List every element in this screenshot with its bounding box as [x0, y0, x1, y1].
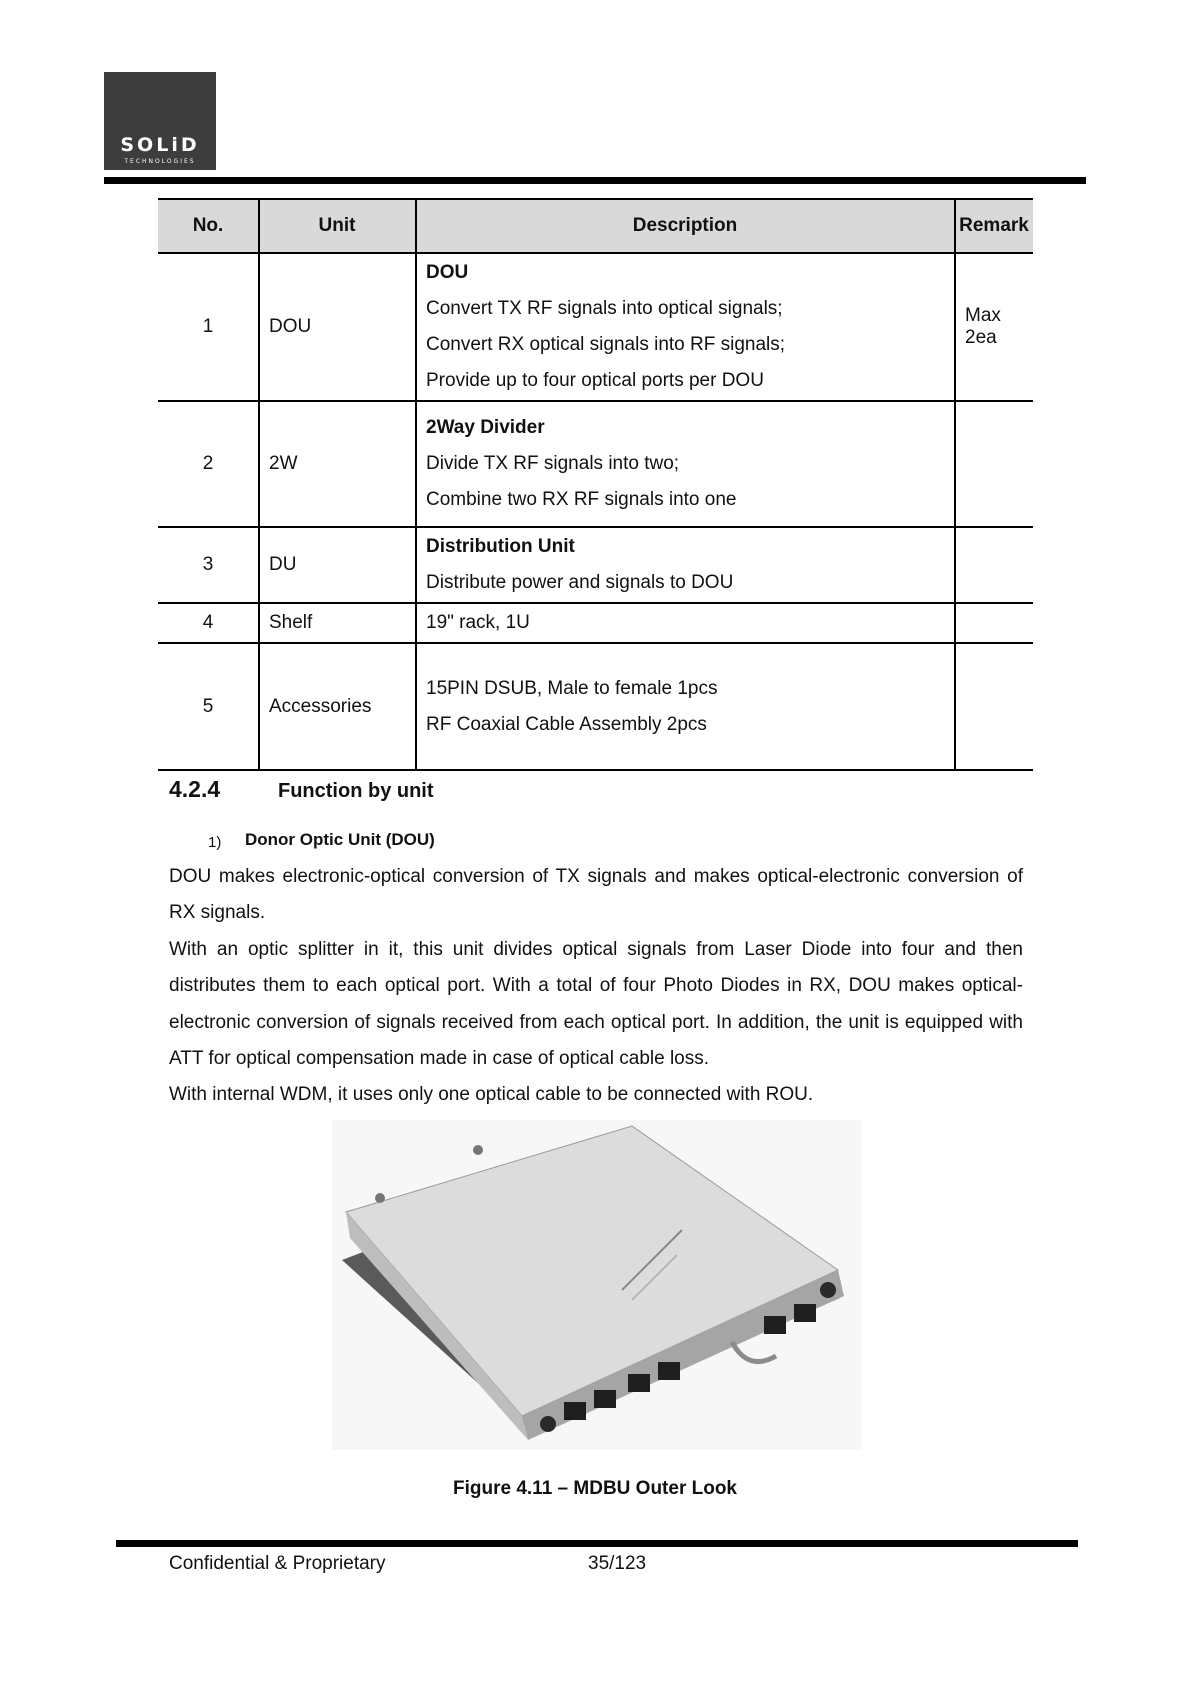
cell-description [416, 643, 955, 770]
body-paragraph: With internal WDM, it uses only one optical cable to be connected with ROU. [169, 1084, 814, 1105]
description-line: Distribute power and signals to DOU [426, 572, 734, 593]
description-line: 19" rack, 1U [426, 612, 530, 633]
cell-unit: 2W [259, 401, 416, 527]
cell-no: 5 [158, 643, 259, 770]
cell-unit: Shelf [259, 603, 416, 643]
page-number: 35/123 [588, 1553, 647, 1574]
table-row [158, 253, 1033, 401]
description-line: Convert RX optical signals into RF signals; [426, 334, 786, 355]
header-rule [104, 177, 1086, 184]
cell-unit: Accessories [259, 643, 416, 770]
cell-remark [955, 527, 1033, 603]
description-title: 2Way Divider [426, 417, 545, 438]
logo-text: SOLiD [120, 134, 200, 156]
table-header-row [158, 199, 1033, 253]
cell-unit: DOU [259, 253, 416, 401]
section-title: Function by unit [278, 780, 434, 802]
table-row [158, 527, 1033, 603]
logo-subtext: TECHNOLOGIES [124, 158, 196, 165]
header-description: Description [416, 199, 955, 253]
table-row [158, 603, 1033, 643]
cell-remark: Max 2ea [955, 253, 1033, 401]
cell-no: 1 [158, 253, 259, 401]
cell-remark [955, 643, 1033, 770]
footer-confidential: Confidential & Proprietary [169, 1553, 386, 1574]
subsection-number: 1) [208, 834, 222, 851]
cell-description [416, 527, 955, 603]
description-line: 15PIN DSUB, Male to female 1pcs [426, 677, 718, 699]
cell-no: 2 [158, 401, 259, 527]
cell-remark [955, 401, 1033, 527]
footer-rule [116, 1540, 1078, 1547]
cell-no: 4 [158, 603, 259, 643]
cell-description [416, 603, 955, 643]
cell-description [416, 253, 955, 401]
cell-no: 3 [158, 527, 259, 603]
header-unit: Unit [259, 199, 416, 253]
table-row [158, 643, 1033, 770]
description-line: Convert TX RF signals into optical signals; [426, 298, 783, 319]
section-number: 4.2.4 [169, 776, 221, 802]
figure-caption: Figure 4.11 – MDBU Outer Look [453, 1478, 737, 1499]
cell-unit: DU [259, 527, 416, 603]
cell-remark [955, 603, 1033, 643]
description-line: Provide up to four optical ports per DOU [426, 370, 764, 391]
mdbu-device-image [332, 1120, 862, 1450]
description-title: Distribution Unit [426, 536, 575, 557]
description-line: Combine two RX RF signals into one [426, 489, 737, 510]
company-logo [104, 72, 216, 170]
table-row [158, 401, 1033, 527]
header-no: No. [158, 199, 259, 253]
body-paragraph: With an optic splitter in it, this unit divides optical signals from Laser Diode into four and then distributes them to each optical port. With a total of four Photo Diodes in RX, DOU makes optical-electronic conversion of signals received from each optical port. In addition, the unit is equipped with ATT for optical compensation made in case of optical cable loss. [169, 939, 1023, 1069]
header-remark: Remark [955, 199, 1033, 253]
description-line: RF Coaxial Cable Assembly 2pcs [426, 713, 707, 735]
unit-table [158, 198, 1033, 771]
subsection-title: Donor Optic Unit (DOU) [245, 830, 435, 849]
description-line: Divide TX RF signals into two; [426, 453, 680, 474]
body-paragraph: DOU makes electronic-optical conversion of TX signals and makes optical-electronic conversion of RX signals. [169, 866, 1023, 924]
description-title: DOU [426, 262, 469, 283]
cell-description [416, 401, 955, 527]
